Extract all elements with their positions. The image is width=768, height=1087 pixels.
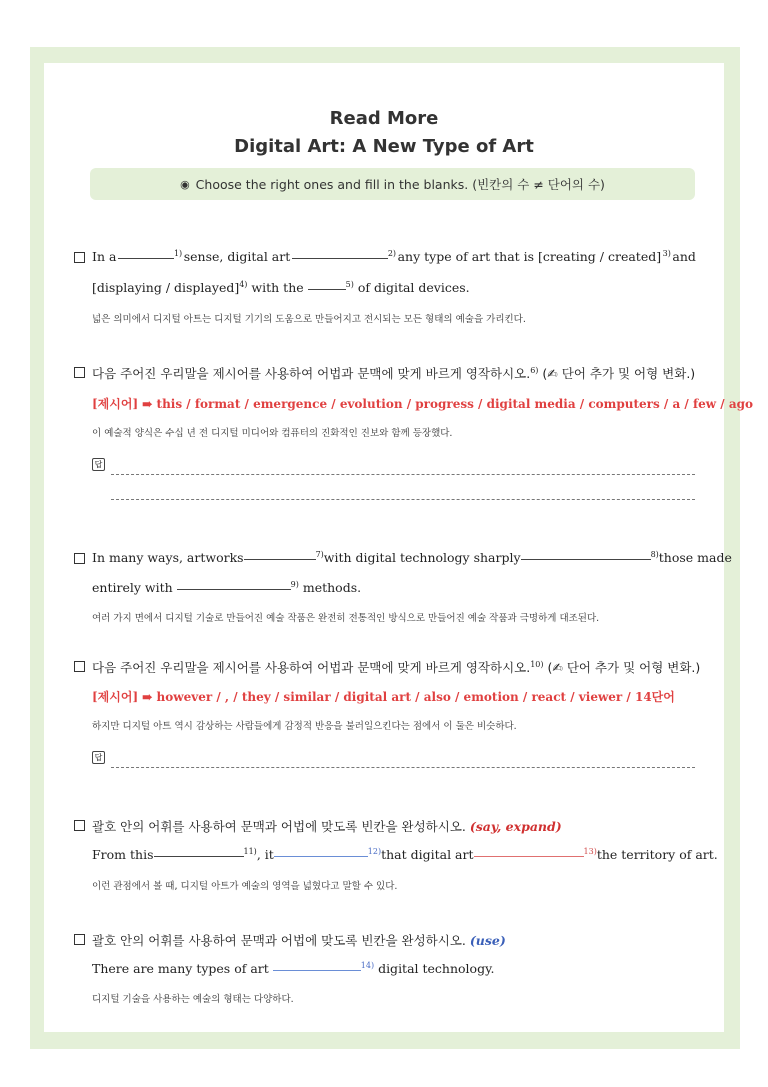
q1-line1: In a $^{1)}$ sense, digital art $^{2)}$ any type of art that is [creating / created] 3) and bbox=[92, 249, 696, 264]
blank-1[interactable] bbox=[118, 257, 174, 259]
blank-5[interactable] bbox=[308, 288, 346, 290]
blank-8a[interactable] bbox=[521, 558, 603, 560]
q2-answer-label: 답 bbox=[92, 458, 105, 471]
blank-14[interactable] bbox=[273, 969, 361, 971]
q4-hint: [제시어] ➠ however / , / they / similar / digital art / also / emotion / react / viewer / 14단어 bbox=[92, 690, 675, 704]
q5-korean: 이런 관점에서 볼 때, 디지털 아트가 예술의 영역을 넓혔다고 말할 수 있다. bbox=[92, 881, 398, 892]
q5-instruction: 괄호 안의 어휘를 사용하여 문맥과 어법에 맞도록 빈칸을 완성하시오. (say, expand) bbox=[92, 819, 562, 834]
blank-2[interactable] bbox=[292, 257, 388, 259]
q1-korean: 넓은 의미에서 디지털 아트는 디지털 기기의 도움으로 만들어지고 전시되는 모든 형태의 예술을 가리킨다. bbox=[92, 314, 526, 325]
blank-7[interactable] bbox=[244, 558, 316, 560]
q4-instruction: 다음 주어진 우리말을 제시어를 사용하여 어법과 문맥에 맞게 바르게 영작하시오.$^{10)}$ (✍ 단어 추가 및 어형 변화.) bbox=[92, 659, 701, 675]
q4-answer-label: 답 bbox=[92, 751, 105, 764]
q6-line1: There are many types of art $^{14)}$ digital technology. bbox=[92, 961, 495, 977]
q2-hint: [제시어] ➠ this / format / emergence / evolution / progress / digital media / computers / a / few / ago bbox=[92, 397, 754, 411]
q4-korean: 하지만 디지털 아트 역시 감상하는 사람들에게 감정적 반응을 불러일으킨다는 점에서 이 둘은 비슷하다. bbox=[92, 721, 517, 732]
q2-checkbox[interactable] bbox=[74, 367, 85, 378]
target-icon: ◉ bbox=[180, 177, 190, 191]
q5-line1: From this $^{11)}$, it $^{12)}$ that digital art $^{13)}$ the territory of art. bbox=[92, 847, 718, 863]
q3-line1: In many ways, artworks $^{7)}$ with digital technology sharply $^{8)}$ those made bbox=[92, 550, 732, 565]
q3-korean: 여러 가지 면에서 디지털 기술로 만들어진 예술 작품은 완전히 전통적인 방식으로 만들어진 예술 작품과 극명하게 대조된다. bbox=[92, 613, 600, 624]
instruction-banner bbox=[90, 168, 695, 200]
q2-korean: 이 예술적 양식은 수십 년 전 디지털 미디어와 컴퓨터의 진화적인 진보와 함께 등장했다. bbox=[92, 428, 453, 439]
instruction-text: Choose the right ones and fill in the blanks. (빈칸의 수 ≠ 단어의 수) bbox=[195, 177, 605, 192]
q1-line2: [displaying / displayed]$^{4)}$ with the $^{5)}$ of digital devices. bbox=[92, 280, 470, 296]
q5-checkbox[interactable] bbox=[74, 820, 85, 831]
blank-13[interactable] bbox=[474, 855, 584, 857]
q4-answer-line[interactable] bbox=[111, 767, 695, 768]
q4-checkbox[interactable] bbox=[74, 661, 85, 672]
q6-instruction: 괄호 안의 어휘를 사용하여 문맥과 어법에 맞도록 빈칸을 완성하시오. (use) bbox=[92, 933, 506, 948]
q6-korean: 디지털 기술을 사용하는 예술의 형태는 다양하다. bbox=[92, 994, 294, 1005]
blank-12[interactable] bbox=[274, 855, 368, 857]
q3-line2: entirely with $^{9)}$ methods. bbox=[92, 580, 362, 596]
q3-checkbox[interactable] bbox=[74, 553, 85, 564]
title-digital-art: Digital Art: A New Type of Art bbox=[234, 136, 534, 157]
q2-answer-line-2[interactable] bbox=[111, 499, 695, 500]
blank-9[interactable] bbox=[177, 588, 291, 590]
blank-11[interactable] bbox=[154, 855, 244, 857]
title-read-more: Read More bbox=[329, 108, 439, 129]
q2-instruction: 다음 주어진 우리말을 제시어를 사용하여 어법과 문맥에 맞게 바르게 영작하시오.$^{6)}$ (✍ 단어 추가 및 어형 변화.) bbox=[92, 365, 696, 381]
blank-8b[interactable] bbox=[603, 558, 651, 560]
q6-keywords: (use) bbox=[469, 933, 506, 948]
q1-checkbox[interactable] bbox=[74, 252, 85, 263]
q6-checkbox[interactable] bbox=[74, 934, 85, 945]
q2-answer-line-1[interactable] bbox=[111, 474, 695, 475]
q5-keywords: (say, expand) bbox=[469, 819, 562, 834]
